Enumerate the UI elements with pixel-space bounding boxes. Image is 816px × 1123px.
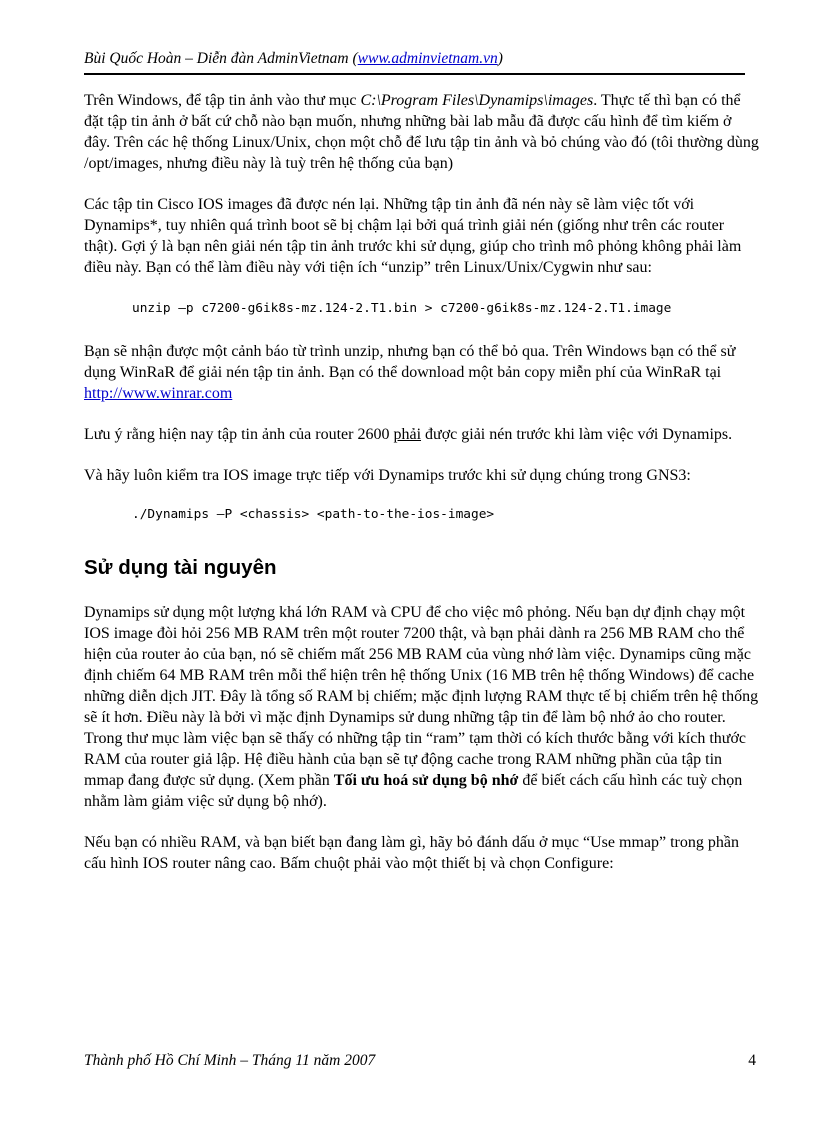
header-rule [84, 73, 745, 75]
header-close: ) [497, 50, 503, 67]
bold-reference: Tối ưu hoá sử dụng bộ nhớ [333, 772, 519, 789]
path-text: C:\Program Files\Dynamips\images [360, 92, 594, 109]
page-footer [84, 1052, 756, 1070]
winrar-link[interactable]: http://www.winrar.com [84, 385, 233, 402]
underlined-word: phải [393, 426, 422, 443]
paragraph-2600-note: Lưu ý rằng hiện nay tập tin ảnh của router 2600 phải được giải nén trước khi làm việc với Dynamips. [84, 426, 733, 443]
paragraph-mmap: Nếu bạn có nhiều RAM, và bạn biết bạn đang làm gì, hãy bỏ đánh dấu ở mục “Use mmap” trong phần cấu hình IOS router nâng cao. Bấm chuột phải vào một thiết bị và chọn Configure: [84, 834, 739, 872]
code-dynamips: ./Dynamips –P <chassis> <path-to-the-ios-image> [132, 507, 495, 522]
paragraph-check-ios: Và hãy luôn kiểm tra IOS image trực tiếp với Dynamips trước khi sử dụng chúng trong GNS3: [84, 467, 691, 484]
paragraph-winrar: Bạn sẽ nhận được một cảnh báo từ trình unzip, nhưng bạn có thể bỏ qua. Trên Windows bạn có thể sử dụng WinRaR để giải nén tập tin ảnh. Bạn có thể download một bản copy miễn phí của WinRaR tại http://www.winrar.com [84, 343, 736, 402]
page-content [84, 90, 760, 894]
footer-location-date: Thành phố Hồ Chí Minh – Tháng 11 năm 2007 [84, 1052, 376, 1069]
code-unzip: unzip –p c7200-g6ik8s-mz.124-2.T1.bin > c7200-g6ik8s-mz.124-2.T1.image [132, 301, 672, 316]
section-heading: Sử dụng tài nguyên [84, 556, 277, 579]
page-number: 4 [748, 1052, 756, 1069]
header-text: Bùi Quốc Hoàn – Diễn đàn AdminVietnam ( [84, 50, 358, 67]
page-header [84, 50, 503, 68]
paragraph-resources: Dynamips sử dụng một lượng khá lớn RAM và CPU để cho việc mô phỏng. Nếu bạn dự định chạy một IOS image đòi hỏi 256 MB RAM trên một router 7200 thật, và bạn phải dành ra 256 MB RAM cho thể hiện của router ảo của bạn, nó sẽ chiếm mất 256 MB RAM của vùng nhớ làm việc. Dynamips cũng mặc định chiếm 64 MB RAM trên mỗi thể hiện trên hệ thống Unix (16 MB trên hệ thống Windows) để cache những diễn dịch JIT. Đây là tổng số RAM bị chiếm; mặc định lượng RAM thực tế bị chiếm trên hệ thống sẽ ít hơn. Điều này là bởi vì mặc định Dynamips sử dung những tập tin để làm bộ nhớ ảo cho router. Trong thư mục làm việc bạn sẽ thấy có những tập tin “ram” tạm thời có kích thước bằng với kích thước RAM của router giả lập. Hệ điều hành của bạn sẽ tự động cache trong RAM những phần của tập tin mmap đang được sử dụng. (Xem phần Tối ưu hoá sử dụng bộ nhớ để biết cách cấu hình các tuỳ chọn nhằm làm giảm việc sử dụng bộ nhớ). [84, 604, 759, 810]
paragraph-compressed-images: Các tập tin Cisco IOS images đã được nén lại. Những tập tin ảnh đã nén này sẽ làm việc tốt với Dynamips*, tuy nhiên quá trình boot sẽ bị chậm lại bởi quá trình giải nén (giống như trên các router thật). Gợi ý là bạn nên giải nén tập tin ảnh trước khi sử dụng, giúp cho trình mô phỏng không phải làm điều này. Bạn có thể làm điều này với tiện ích “unzip” trên Linux/Unix/Cygwin như sau: [84, 196, 742, 276]
paragraph-windows-path: Trên Windows, để tập tin ảnh vào thư mục C:\Program Files\Dynamips\images. Thực tế thì bạn có thể đặt tập tin ảnh ở bất cứ chỗ nào bạn muốn, nhưng những bài lab mẫu đã được cấu hình để tìm kiếm ở đây. Trên các hệ thống Linux/Unix, chọn một chỗ để lưu tập tin ảnh và bỏ chúng vào đó (tôi thường dùng /opt/images, nhưng điều này là tuỳ trên hệ thống của bạn) [84, 92, 759, 172]
header-link[interactable]: www.adminvietnam.vn [357, 50, 498, 67]
